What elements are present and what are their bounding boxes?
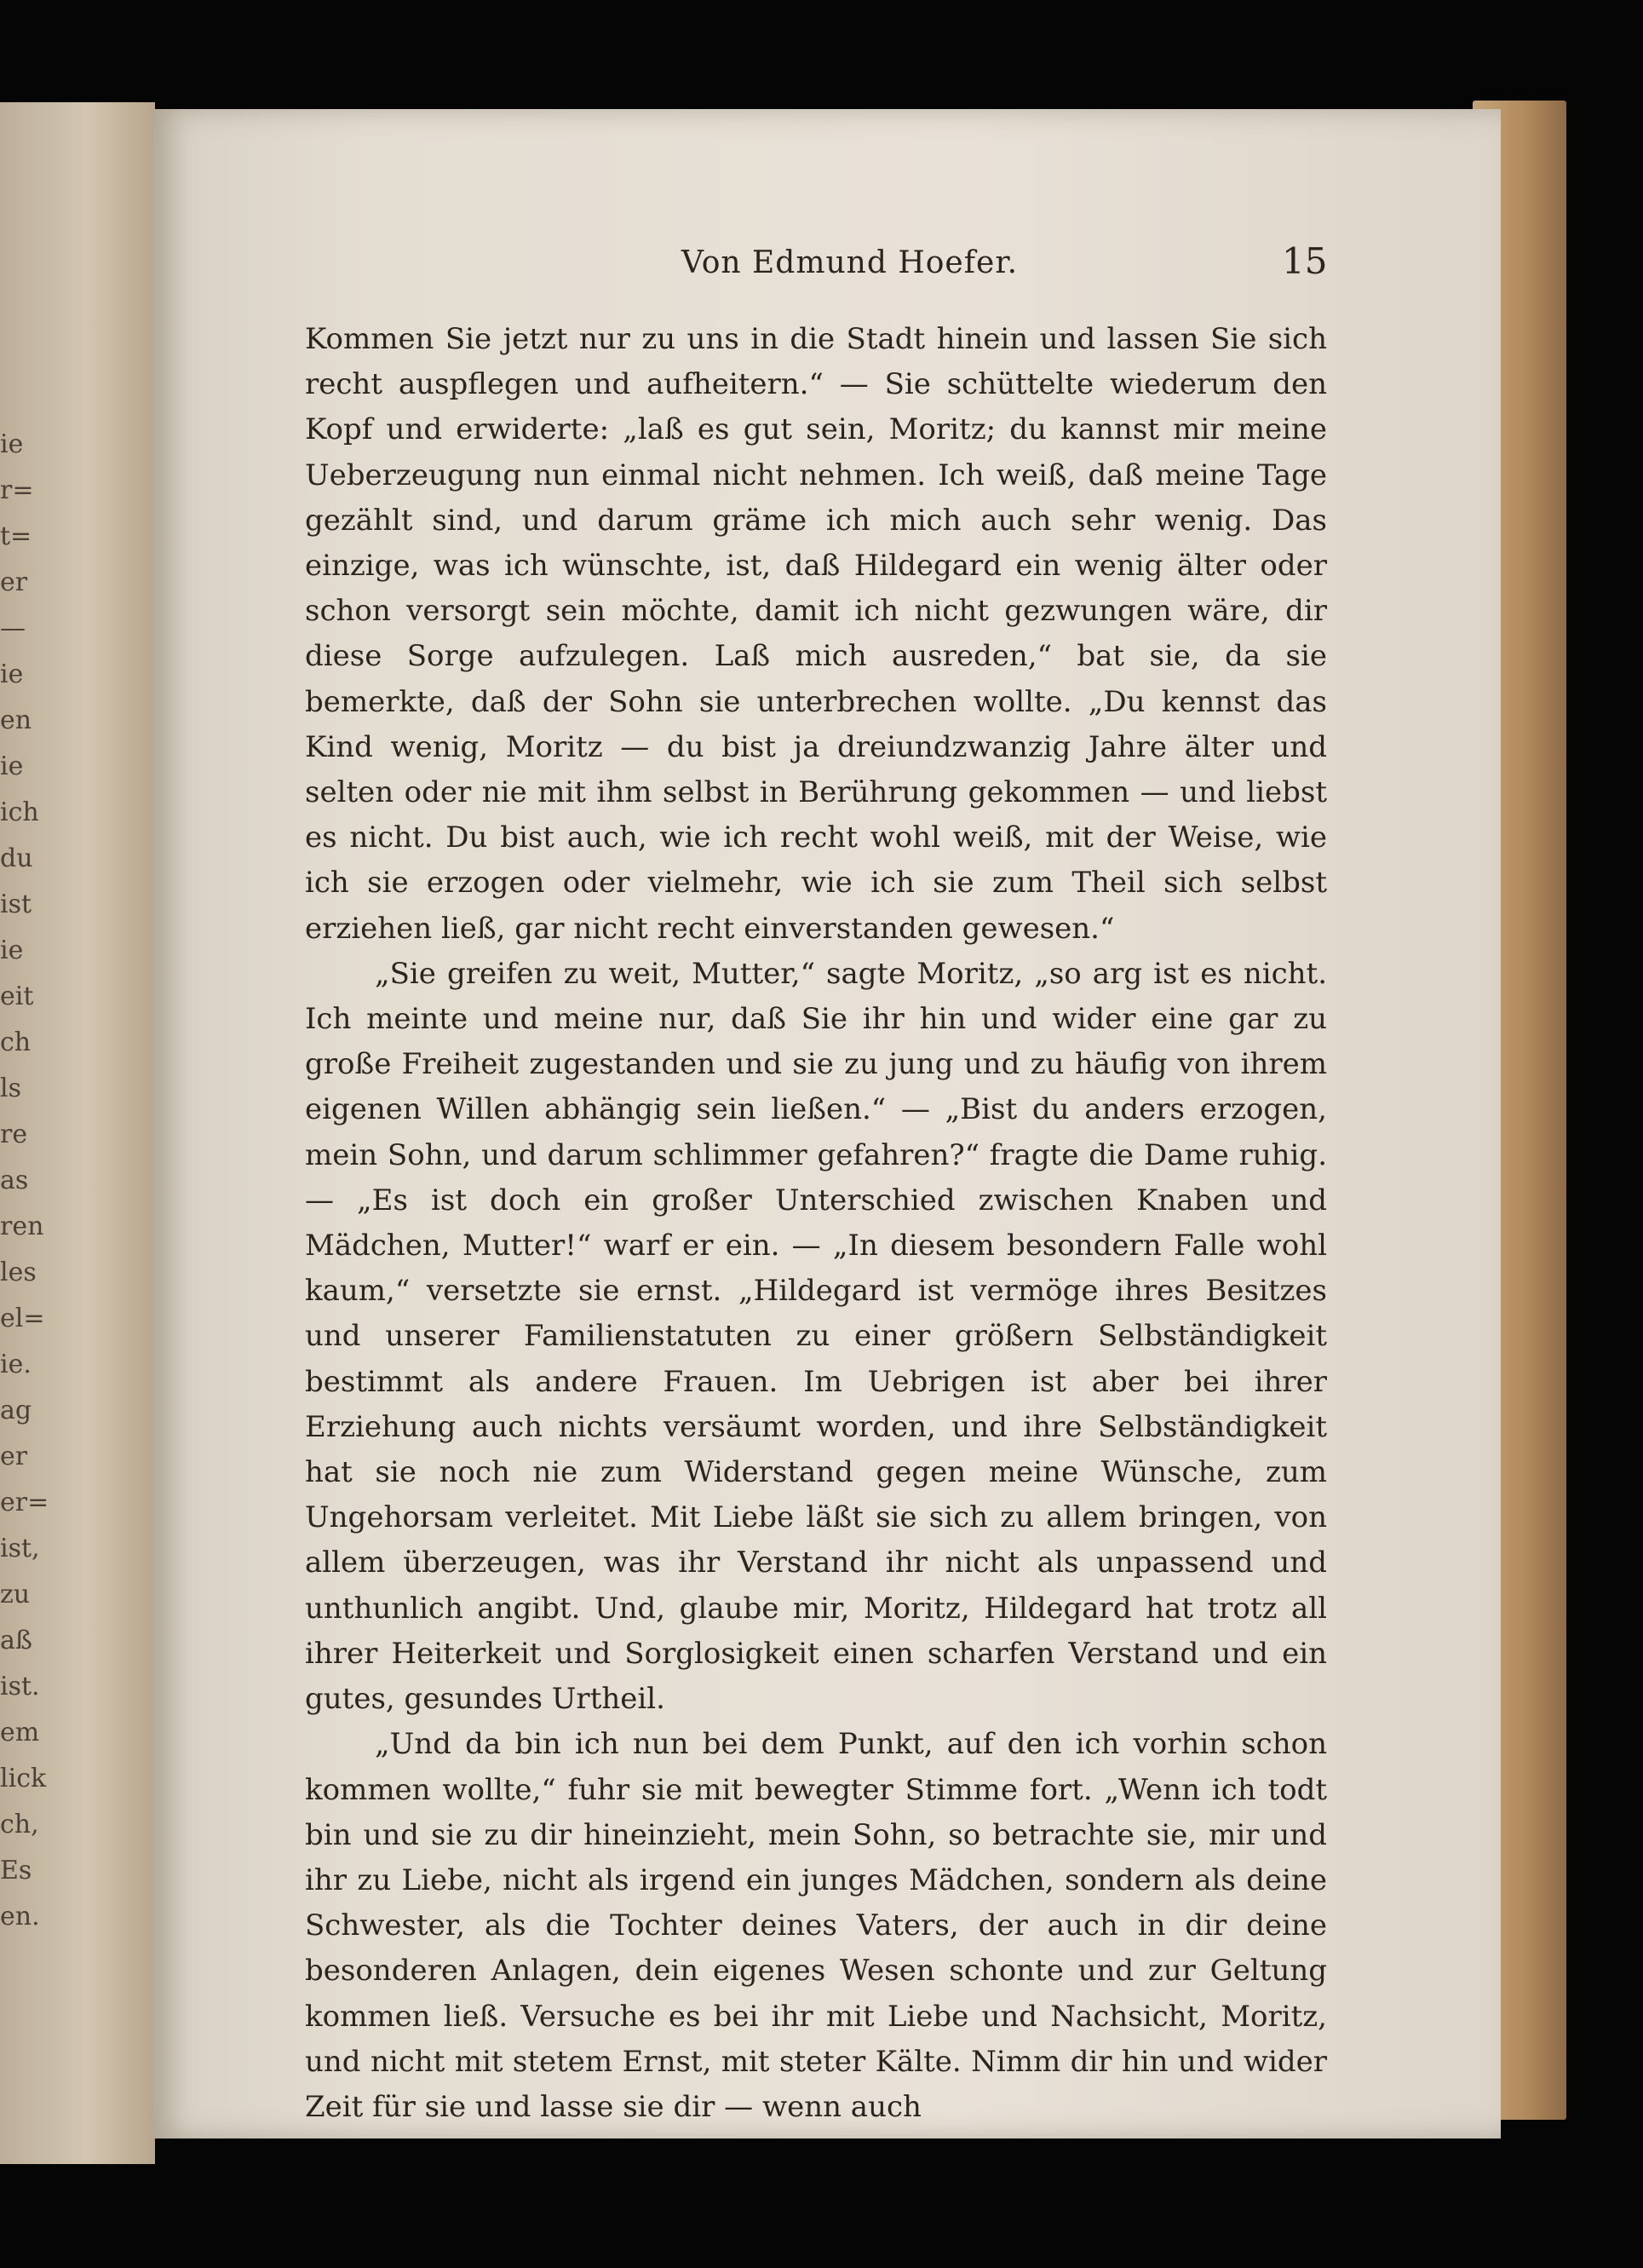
left-fragment: eit	[0, 981, 34, 1011]
left-fragment: re	[0, 1120, 28, 1149]
running-head: Von Edmund Hoefer.	[681, 245, 1019, 280]
left-fragment: t=	[0, 521, 32, 551]
left-fragment: les	[0, 1258, 37, 1287]
left-page-text-fragments	[0, 422, 49, 1940]
left-fragment: as	[0, 1166, 29, 1195]
left-fragment: er=	[0, 1488, 49, 1517]
paragraph: Kommen Sie jetzt nur zu uns in die Stadt hinein und lassen Sie sich recht auspflegen und aufheitern.“ — Sie schüttelte wiederum den Kopf und erwiderte: „laß es gut sein, Moritz; du kannst mir meine Ueberzeugung nun einmal nicht nehmen. Ich weiß, daß meine Tage gezählt sind, und darum gräme ich mich auch sehr wenig. Das einzige, was ich wünschte, ist, daß Hildegard ein wenig älter oder schon versorgt sein möchte, damit ich nicht gezwungen wäre, dir diese Sorge aufzulegen. Laß mich ausreden,“ bat sie, da sie bemerkte, daß der Sohn sie unterbrechen wollte. „Du kennst das Kind wenig, Moritz — du bist ja dreiundzwanzig Jahre älter und selten oder nie mit ihm selbst in Berührung gekommen — und liebst es nicht. Du bist auch, wie ich recht wohl weiß, mit der Weise, wie ich sie erzogen oder vielmehr, wie ich sie zum Theil sich selbst erziehen ließ, gar nicht recht einverstanden gewesen.“	[305, 322, 1327, 946]
left-fragment: ie	[0, 659, 24, 689]
left-fragment: er	[0, 1442, 28, 1471]
left-fragment: ist	[0, 889, 32, 919]
left-fragment: en	[0, 705, 32, 735]
left-fragment: zu	[0, 1580, 31, 1609]
left-fragment: aß	[0, 1626, 32, 1655]
paragraph: „Sie greifen zu weit, Mutter,“ sagte Moritz, „so arg ist es nicht. Ich meinte und meine nur, daß Sie ihr hin und wider eine gar zu große Freiheit zugestanden und sie zu jung und zu häufig von ihrem eigenen Willen abhängig sein ließen.“ — „Bist du anders erzogen, mein Sohn, und darum schlimmer gefahren?“ fragte die Dame ruhig. — „Es ist doch ein großer Unterschied zwischen Knaben und Mädchen, Mutter!“ warf er ein. — „In diesem besondern Falle wohl kaum,“ versetzte sie ernst. „Hildegard ist vermöge ihres Besitzes und unserer Familienstatuten zu einer größern Selbständigkeit bestimmt als andere Frauen. Im Uebrigen ist aber bei ihrer Erziehung auch nichts versäumt worden, und ihre Selbständigkeit hat sie noch nie zum Widerstand gegen meine Wünsche, zum Ungehorsam verleitet. Mit Liebe läßt sie sich zu allem bringen, von allem überzeugen, was ihr Verstand ihr nicht als unpassend und unthunlich angibt. Und, glaube mir, Moritz, Hildegard hat trotz all ihrer Heiterkeit und Sorglosigkeit einen scharfen Verstand und ein gutes, gesundes Urtheil.	[305, 956, 1327, 1717]
left-fragment: lick	[0, 1764, 47, 1793]
left-fragment: em	[0, 1718, 40, 1747]
left-fragment: ls	[0, 1074, 21, 1103]
left-fragment: r=	[0, 475, 34, 505]
left-fragment: ren	[0, 1212, 44, 1241]
left-fragment: ist.	[0, 1672, 40, 1701]
left-fragment: ag	[0, 1396, 32, 1425]
left-fragment: en.	[0, 1902, 40, 1931]
left-fragment: Es	[0, 1856, 32, 1885]
left-page-edge	[0, 102, 155, 2164]
left-fragment: ie.	[0, 1350, 32, 1379]
page-number: 15	[1282, 240, 1328, 282]
left-fragment: ie	[0, 935, 24, 965]
left-fragment: ich	[0, 797, 39, 827]
left-fragment: ie	[0, 751, 24, 781]
left-fragment: du	[0, 843, 33, 873]
left-fragment: er	[0, 567, 28, 597]
page-body	[305, 317, 1327, 2130]
left-fragment: —	[0, 613, 26, 643]
left-fragment: ist,	[0, 1534, 40, 1563]
left-fragment: ie	[0, 429, 24, 459]
paragraph: „Und da bin ich nun bei dem Punkt, auf den ich vorhin schon kommen wollte,“ fuhr sie mit bewegter Stimme fort. „Wenn ich todt bin und sie zu dir hineinzieht, mein Sohn, so betrachte sie, mir und ihr zu Liebe, nicht als irgend ein junges Mädchen, sondern als deine Schwester, als die Tochter deines Vaters, der auch in dir deine besonderen Anlagen, dein eigenes Wesen schonte und zur Geltung kommen ließ. Versuche es bei ihr mit Liebe und Nachsicht, Moritz, und nicht mit stetem Ernst, mit steter Kälte. Nimm dir hin und wider Zeit für sie und lasse sie dir — wenn auch	[305, 1727, 1327, 2124]
left-fragment: ch,	[0, 1810, 39, 1839]
left-fragment: ch	[0, 1028, 32, 1057]
left-fragment: el=	[0, 1304, 45, 1333]
